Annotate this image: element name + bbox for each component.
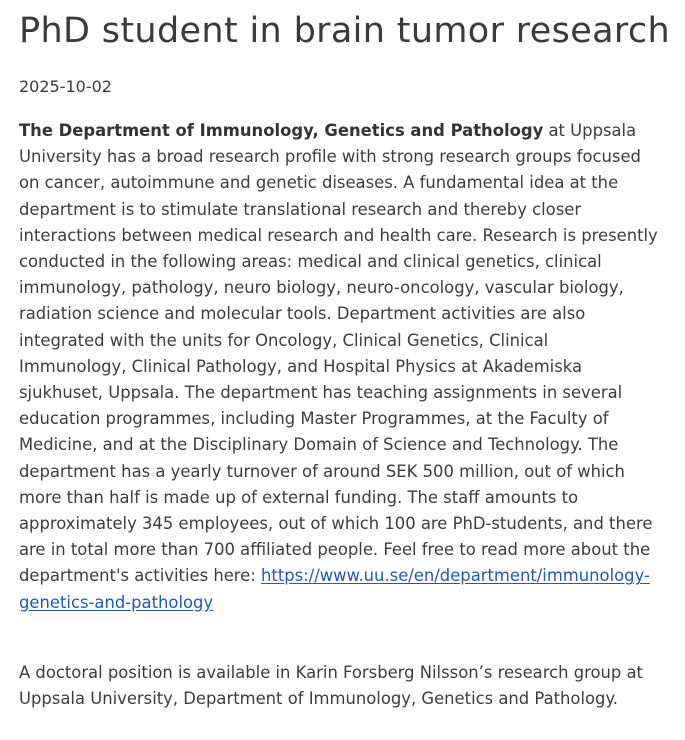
page-title: PhD student in brain tumor research — [19, 11, 670, 51]
department-description-text: at Uppsala University has a broad research profile with strong research groups focused on cancer, autoimmune and genetic diseases. A fundamental idea at the department is to stimulate translational research and thereby closer interactions between medical research and health care. Research is presently conducted in the following areas: medical and clinical genetics, clinical immunology, pathology, neuro biology, neuro-oncology, vascular biology, radiation science and molecular tools. Department activities are also integrated with the units for Oncology, Clinical Genetics, Clinical Immunology, Clinical Pathology, and Hospital Physics at Akademiska sjukhuset, Uppsala. The department has teaching assignments in several education programmes, including Master Programmes, at the Faculty of Medicine, and at the Disciplinary Domain of Science and Technology. The department has a yearly turnover of around SEK 500 million, out of which more than half is made up of external funding. The staff amounts to approximately 345 employees, out of which 100 are PhD-students, and there are in total more than 700 affiliated people. Feel free to read more about the department's activities here: — [19, 121, 658, 586]
department-name: The Department of Immunology, Genetics and Pathology — [19, 121, 544, 140]
posting-date: 2025-10-02 — [19, 77, 112, 96]
position-description: A doctoral position is available in Karin Forsberg Nilsson’s research group at Uppsala University, Department of Immunology, Genetics and Pathology. — [19, 663, 643, 709]
department-link[interactable]: https://www.uu.se/en/department/immunology-genetics-and-pathology — [19, 566, 650, 612]
department-description — [19, 118, 659, 616]
